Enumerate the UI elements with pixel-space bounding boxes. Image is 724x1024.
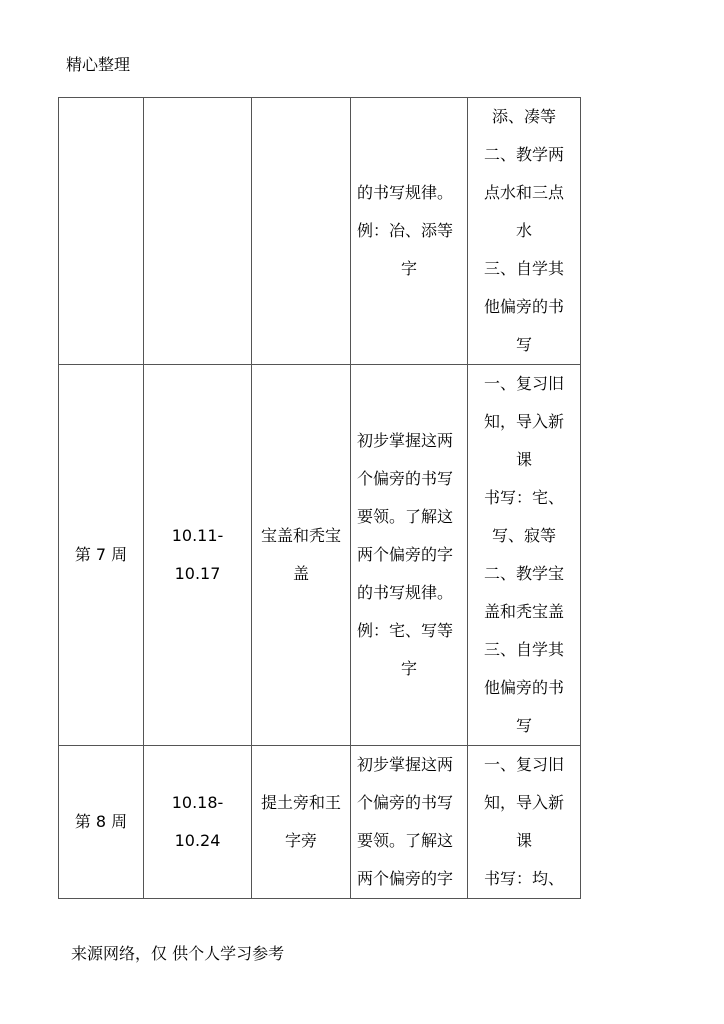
goal-line: 要领。了解这 [357, 507, 454, 526]
steps-line: 点水和三点 [483, 183, 564, 202]
table-row [59, 365, 581, 746]
goal-line: 的书写规律。 [357, 183, 454, 202]
teaching-schedule-table [58, 97, 581, 899]
steps-line: 书写：均、 [483, 869, 564, 888]
topic-line: 提土旁和王 [260, 793, 341, 812]
goal-line: 两个偏旁的字 [357, 545, 454, 564]
date-cell [144, 98, 252, 365]
steps-line: 一、复习旧 [483, 374, 564, 393]
week-cell: 第 8 周 [59, 746, 144, 899]
steps-line: 课 [515, 831, 532, 850]
steps-line: 二、教学宝 [483, 564, 564, 583]
steps-line: 书写：宅、 [483, 488, 564, 507]
date-cell [144, 746, 252, 899]
page-header: 精心整理 [66, 55, 131, 74]
steps-line: 添、凑等 [491, 107, 556, 126]
steps-line: 知，导入新 [483, 412, 564, 431]
goal-line: 例：冶、添等 [357, 221, 454, 240]
steps-line: 他偏旁的书 [483, 678, 564, 697]
goal-line: 的书写规律。 [357, 583, 454, 602]
topic-line: 宝盖和秃宝 [260, 526, 341, 545]
steps-cell [468, 746, 581, 899]
goal-line: 例：宅、写等 [357, 621, 454, 640]
goal-cell [351, 746, 468, 899]
topic-line: 字旁 [284, 831, 317, 850]
steps-line: 三、自学其 [483, 259, 564, 278]
date-line: 10.17 [174, 564, 221, 583]
goal-line: 字 [400, 659, 417, 678]
date-cell [144, 365, 252, 746]
steps-line: 写 [515, 335, 532, 354]
topic-cell [252, 98, 351, 365]
steps-line: 写、寂等 [491, 526, 556, 545]
steps-line: 水 [515, 221, 532, 240]
goal-line: 初步掌握这两 [357, 755, 454, 774]
topic-cell [252, 365, 351, 746]
steps-line: 三、自学其 [483, 640, 564, 659]
steps-line: 课 [515, 450, 532, 469]
steps-line: 盖和秃宝盖 [483, 602, 564, 621]
week-cell: 第 7 周 [59, 365, 144, 746]
steps-line: 写 [515, 716, 532, 735]
steps-cell [468, 365, 581, 746]
steps-line: 一、复习旧 [483, 755, 564, 774]
date-line: 10.11- [171, 526, 224, 545]
steps-line: 知，导入新 [483, 793, 564, 812]
goal-line: 个偏旁的书写 [357, 469, 454, 488]
goal-line: 初步掌握这两 [357, 431, 454, 450]
goal-cell [351, 98, 468, 365]
week-cell [59, 98, 144, 365]
date-line: 10.24 [174, 831, 221, 850]
table-row [59, 746, 581, 899]
goal-line: 字 [400, 259, 417, 278]
steps-cell [468, 98, 581, 365]
goal-line: 两个偏旁的字 [357, 869, 454, 888]
table-row [59, 98, 581, 365]
goal-line: 个偏旁的书写 [357, 793, 454, 812]
goal-line: 要领。了解这 [357, 831, 454, 850]
goal-cell [351, 365, 468, 746]
topic-line: 盖 [292, 564, 309, 583]
page-footer: 来源网络，仅 供个人学习参考 [71, 944, 285, 963]
topic-cell [252, 746, 351, 899]
steps-line: 二、教学两 [483, 145, 564, 164]
date-line: 10.18- [171, 793, 224, 812]
steps-line: 他偏旁的书 [483, 297, 564, 316]
